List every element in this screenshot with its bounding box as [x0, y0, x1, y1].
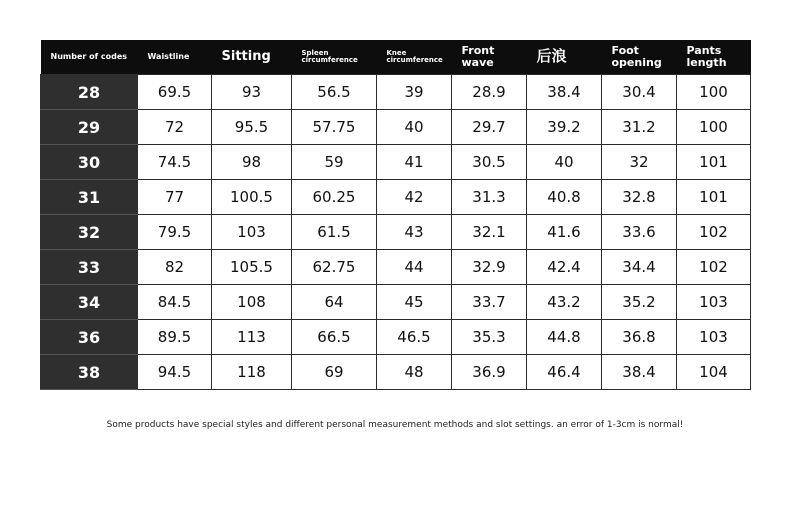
header-number-of-codes: Number of codes	[41, 40, 138, 75]
table-cell: 98	[212, 145, 292, 180]
table-header-row	[41, 40, 751, 75]
table-cell: 69.5	[138, 75, 212, 110]
table-cell: 32.8	[602, 180, 677, 215]
table-cell: 79.5	[138, 215, 212, 250]
table-cell: 105.5	[212, 250, 292, 285]
table-cell: 32.9	[452, 250, 527, 285]
table-cell: 61.5	[292, 215, 377, 250]
table-cell: 101	[677, 145, 751, 180]
table-cell: 42.4	[527, 250, 602, 285]
table-cell: 44	[377, 250, 452, 285]
table-cell: 84.5	[138, 285, 212, 320]
table-cell: 74.5	[138, 145, 212, 180]
table-row	[41, 145, 751, 180]
table-cell: 118	[212, 355, 292, 390]
table-cell: 43	[377, 215, 452, 250]
table-cell: 95.5	[212, 110, 292, 145]
table-cell: 57.75	[292, 110, 377, 145]
table-cell: 100.5	[212, 180, 292, 215]
table-cell: 60.25	[292, 180, 377, 215]
table-cell: 34.4	[602, 250, 677, 285]
table-cell: 35.2	[602, 285, 677, 320]
table-cell: 38.4	[527, 75, 602, 110]
table-cell: 69	[292, 355, 377, 390]
table-cell: 59	[292, 145, 377, 180]
table-cell: 40	[527, 145, 602, 180]
measurement-note: Some products have special styles and different personal measurement methods and slot settings. an error of 1-3cm is normal!	[106, 420, 684, 430]
table-cell: 82	[138, 250, 212, 285]
table-cell: 94.5	[138, 355, 212, 390]
table-row	[41, 180, 751, 215]
table-cell: 103	[677, 285, 751, 320]
table-row	[41, 285, 751, 320]
table-row	[41, 110, 751, 145]
size-code-cell: 29	[41, 110, 138, 145]
header-foot-opening: Foot opening	[602, 40, 677, 75]
table-cell: 77	[138, 180, 212, 215]
table-cell: 32	[602, 145, 677, 180]
table-row	[41, 75, 751, 110]
table-cell: 66.5	[292, 320, 377, 355]
table-cell: 33.6	[602, 215, 677, 250]
table-cell: 113	[212, 320, 292, 355]
table-cell: 64	[292, 285, 377, 320]
table-cell: 39	[377, 75, 452, 110]
table-cell: 38.4	[602, 355, 677, 390]
table-cell: 36.8	[602, 320, 677, 355]
table-cell: 100	[677, 75, 751, 110]
table-cell: 108	[212, 285, 292, 320]
table-cell: 35.3	[452, 320, 527, 355]
header-pants-length: Pants length	[677, 40, 751, 75]
table-cell: 41	[377, 145, 452, 180]
size-code-cell: 38	[41, 355, 138, 390]
table-cell: 36.9	[452, 355, 527, 390]
size-code-cell: 32	[41, 215, 138, 250]
table-row	[41, 320, 751, 355]
header-waistline: Waistline	[138, 40, 212, 75]
table-cell: 30.5	[452, 145, 527, 180]
table-cell: 104	[677, 355, 751, 390]
table-cell: 39.2	[527, 110, 602, 145]
table-cell: 30.4	[602, 75, 677, 110]
header-spleen-circumference: Spleen circumference	[292, 40, 377, 75]
header-sitting: Sitting	[212, 40, 292, 75]
table-cell: 46.4	[527, 355, 602, 390]
table-cell: 43.2	[527, 285, 602, 320]
size-code-cell: 30	[41, 145, 138, 180]
table-cell: 40.8	[527, 180, 602, 215]
table-cell: 32.1	[452, 215, 527, 250]
table-cell: 44.8	[527, 320, 602, 355]
table-cell: 46.5	[377, 320, 452, 355]
table-cell: 31.2	[602, 110, 677, 145]
table-cell: 62.75	[292, 250, 377, 285]
size-code-cell: 28	[41, 75, 138, 110]
table-cell: 101	[677, 180, 751, 215]
table-cell: 33.7	[452, 285, 527, 320]
table-cell: 40	[377, 110, 452, 145]
table-cell: 102	[677, 250, 751, 285]
table-cell: 41.6	[527, 215, 602, 250]
size-code-cell: 33	[41, 250, 138, 285]
header-knee-circumference: Knee circumference	[377, 40, 452, 75]
table-cell: 29.7	[452, 110, 527, 145]
table-cell: 93	[212, 75, 292, 110]
size-code-cell: 34	[41, 285, 138, 320]
size-code-cell: 36	[41, 320, 138, 355]
size-chart-table	[40, 40, 751, 390]
table-row	[41, 250, 751, 285]
size-code-cell: 31	[41, 180, 138, 215]
table-row	[41, 215, 751, 250]
table-cell: 31.3	[452, 180, 527, 215]
table-cell: 89.5	[138, 320, 212, 355]
header-front-wave: Front wave	[452, 40, 527, 75]
table-row	[41, 355, 751, 390]
table-cell: 42	[377, 180, 452, 215]
table-cell: 103	[212, 215, 292, 250]
table-cell: 100	[677, 110, 751, 145]
table-cell: 56.5	[292, 75, 377, 110]
table-cell: 102	[677, 215, 751, 250]
table-cell: 48	[377, 355, 452, 390]
table-cell: 103	[677, 320, 751, 355]
header-back-wave: 后浪	[527, 40, 602, 75]
table-cell: 45	[377, 285, 452, 320]
table-cell: 72	[138, 110, 212, 145]
table-cell: 28.9	[452, 75, 527, 110]
